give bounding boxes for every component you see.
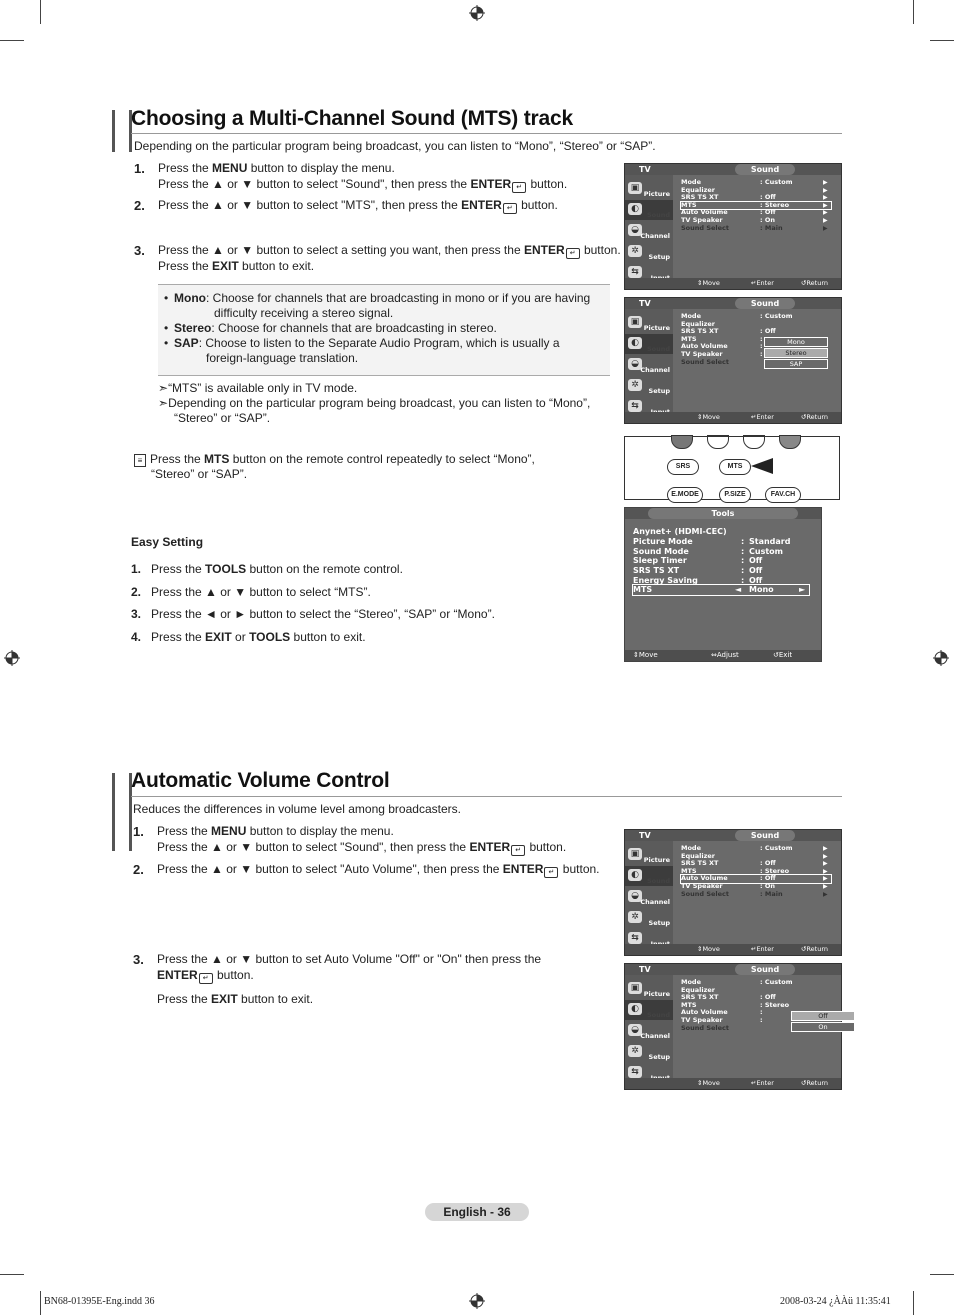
avc-step-2: Press the ▲ or ▼ button to select "Auto Volume", then press the ENTER ↵ button. <box>157 862 600 876</box>
input-icon: ⇆ <box>628 1066 642 1078</box>
note-arrow-icon: ➣ <box>158 381 169 395</box>
option-sap-cont: foreign-language translation. <box>206 351 359 365</box>
emode-button: E.MODE <box>667 487 703 503</box>
footer-timestamp: 2008-03-24 ¿ÀÀü 11:35:41 <box>780 1296 891 1307</box>
option-sap: • SAP: Choose to listen to the Separate Audio Program, which is usually a <box>164 336 560 350</box>
step-line: Press the EXIT button to exit. <box>157 991 314 1006</box>
option-mono: • Mono: Choose for channels that are broadcasting in mono or if you are having <box>164 291 591 305</box>
picture-icon: ▣ <box>628 316 642 328</box>
enter-icon: ↵ <box>199 973 213 984</box>
picture-icon: ▣ <box>628 182 642 194</box>
registration-mark-icon <box>469 5 485 21</box>
option-stereo: • Stereo: Choose for channels that are broadcasting in stereo. <box>164 321 497 335</box>
mts-intro: Depending on the particular program being broadcast, you can listen to “Mono”, “Stereo” or “SAP”. <box>134 139 656 153</box>
favch-button: FAV.CH <box>765 487 801 503</box>
remote-control-illustration <box>624 436 840 500</box>
step-number: 2. <box>133 862 144 877</box>
step-line: Press the ▲ or ▼ button to set Auto Volume "Off" or "On" then press the <box>157 952 542 966</box>
input-icon: ⇆ <box>628 932 642 944</box>
notes <box>158 381 590 426</box>
avc-step-1 <box>157 824 566 856</box>
sound-icon: ◐ <box>628 337 642 349</box>
tv-osd-mts-options: TV Sound ▣ Picture ◐ Sound ◒ Channel ✲ Setup ⇆ Mode : Custom Equalizer SRS TS XT : Off MTS : Auto Volume : TV Speaker : Sound Select Mono Stereo SAP ⇕ Move ↵ Enter ↺ Return <box>624 297 842 424</box>
sound-icon: ◐ <box>628 869 642 881</box>
input-icon: ⇆ <box>628 266 642 278</box>
step-line: Press the ▲ or ▼ button to select "Sound", then press the ENTER ↵ button. <box>158 176 568 191</box>
registration-mark-icon <box>933 650 949 666</box>
easy-setting-title: Easy Setting <box>131 535 204 549</box>
avc-step-3 <box>157 952 541 1007</box>
step-number: 1. <box>134 161 145 176</box>
channel-icon: ◒ <box>628 358 642 370</box>
note-line: ➣“MTS” is available only in TV mode. <box>158 381 358 395</box>
step-3 <box>158 243 621 275</box>
enter-icon: ↵ <box>511 845 525 856</box>
step-line: ENTER ↵ button. <box>157 967 254 982</box>
setup-icon: ✲ <box>628 379 642 391</box>
step-line: Press the ▲ or ▼ button to select a setting you want, then press the ENTER ↵ button. <box>158 243 621 257</box>
channel-icon: ◒ <box>628 890 642 902</box>
channel-icon: ◒ <box>628 1024 642 1036</box>
section-marker <box>112 773 132 851</box>
step-number: 3. <box>134 243 145 258</box>
title-rule <box>131 133 842 134</box>
pointer-arrow-icon <box>751 458 773 474</box>
tv-osd-sound-menu: TV Sound ▣ Picture ◐ Sound ◒ Channel ✲ Setup ⇆ Mode : Custom ▶ Equalizer ▶ SRS TS XT : Off ▶ MTS : Stereo ▶ Auto Volume : Off ▶ TV Speaker : On ▶ Sound Select : Main ▶ ⇕ Move ↵ Enter ↺ Return <box>624 163 842 290</box>
footer-file: BN68-01395E-Eng.indd 36 <box>44 1296 155 1307</box>
step-line: Press the MENU button to display the menu. <box>158 161 395 175</box>
tv-osd-auto-volume-options: TV Sound ▣ Picture ◐ Sound ◒ Channel ✲ Setup ⇆ Mode : Custom Equalizer SRS TS XT : Off MTS : Stereo Auto Volume : TV Speaker : Sound Select Off On ⇕ Move ↵ Enter ↺ Return <box>624 963 842 1090</box>
step-line: Press the ▲ or ▼ button to select "Sound", then press the ENTER ↵ button. <box>157 839 567 854</box>
note-line: ➣Depending on the particular program being broadcast, you can listen to “Mono”, <box>158 396 591 410</box>
title-rule <box>131 796 842 797</box>
step-line: Press the EXIT button to exit. <box>158 259 315 273</box>
setup-icon: ✲ <box>628 1045 642 1057</box>
step-number: 1. <box>133 824 144 839</box>
note-line: “Stereo” or “SAP”. <box>174 411 271 425</box>
step-number: 3. <box>133 952 144 967</box>
section-title-avc: Automatic Volume Control <box>131 769 390 792</box>
section-title-mts: Choosing a Multi-Channel Sound (MTS) track <box>131 107 573 130</box>
channel-icon: ◒ <box>628 224 642 236</box>
step-number: 2. <box>134 198 145 213</box>
step-1 <box>158 161 567 193</box>
srs-button: SRS <box>667 459 699 475</box>
page-number-label: English - 36 <box>425 1203 529 1221</box>
mts-button: MTS <box>719 459 751 475</box>
input-icon: ⇆ <box>628 400 642 412</box>
options-box <box>158 284 610 376</box>
sound-icon: ◐ <box>628 203 642 215</box>
setup-icon: ✲ <box>628 245 642 257</box>
psize-button: P.SIZE <box>719 487 751 503</box>
registration-mark-icon <box>469 1293 485 1309</box>
tv-osd-auto-volume-menu: TV Sound ▣ Picture ◐ Sound ◒ Channel ✲ Setup ⇆ Mode : Custom ▶ Equalizer ▶ SRS TS XT : Off ▶ MTS : Stereo ▶ Auto Volume : Off ▶ TV Speaker : On ▶ Sound Select : Main ▶ ⇕ Move ↵ Enter ↺ Return <box>624 829 842 956</box>
picture-icon: ▣ <box>628 982 642 994</box>
note-arrow-icon: ➣ <box>158 396 169 410</box>
step-2: Press the ▲ or ▼ button to select "MTS", then press the ENTER ↵ button. <box>158 198 558 212</box>
enter-icon: ↵ <box>503 203 517 214</box>
option-mono-cont: difficulty receiving a stereo signal. <box>214 306 394 320</box>
remote-note-icon: ≡ <box>134 454 146 467</box>
picture-icon: ▣ <box>628 848 642 860</box>
tools-osd: Tools Anynet+ (HDMI-CEC) Picture Mode : Standard Sound Mode : Custom Sleep Timer : Off SRS TS XT : Off Energy Saving : Off MTS ◄ Mono ► ⇕ Move ⇔ Adjust ↺ Exit <box>624 507 822 662</box>
enter-icon: ↵ <box>544 867 558 878</box>
easy-setting-steps: 1. Press the TOOLS button on the remote control. 2. Press the ▲ or ▼ button to select “MTS”. 3. Press the ◄ or ► button to select the “Stereo”, “SAP” or “Mono”. 4. Press the EXIT or TOOLS button to exit. <box>131 562 495 644</box>
section-marker <box>112 110 132 152</box>
sound-icon: ◐ <box>628 1003 642 1015</box>
registration-mark-icon <box>4 650 20 666</box>
remote-note: ≡ Press the MTS button on the remote control repeatedly to select “Mono”, “Stereo” or “SAP”. <box>134 452 535 482</box>
avc-intro: Reduces the differences in volume level among broadcasters. <box>133 802 461 816</box>
setup-icon: ✲ <box>628 911 642 923</box>
enter-icon: ↵ <box>512 182 526 193</box>
enter-icon: ↵ <box>566 248 580 259</box>
step-line: Press the MENU button to display the menu. <box>157 824 394 838</box>
